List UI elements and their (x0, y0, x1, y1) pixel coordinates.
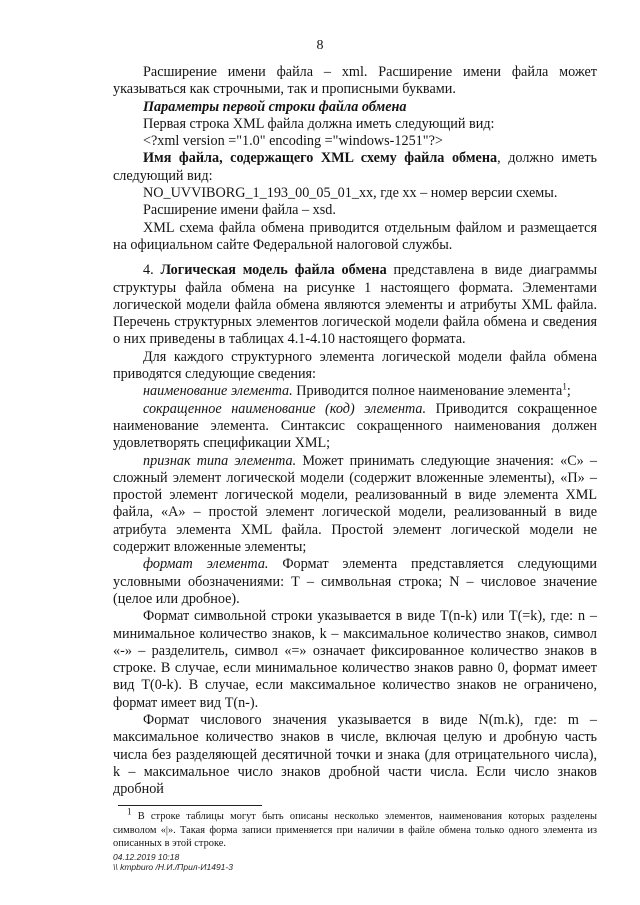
logical-model-bold: Логическая модель файла обмена (160, 262, 387, 279)
item-number: 4. (143, 262, 161, 279)
stamp-path: \\ kmpburo /Н.И./Прил-И1491-3 (113, 862, 233, 872)
footnote (113, 806, 597, 851)
element-format-desc: Формат элемента представляется следующими условными обозначениями: Т – символьная строка; N – числовое значение (целое или дробное). (113, 556, 597, 607)
element-name-term: наименование элемента. (143, 383, 293, 400)
paragraph-string-format: Формат символьной строки указывается в виде Т(n-k) или T(=k), где: n – минимальное количество знаков, k – максимальное количество знаков, символ «-» – разделитель, символ «=» означает фиксированное количество знаков в строке. В случае, если минимальное количество знаков равно 0, формат имеет вид Т(0-k). В случае, если максимальное количество знаков не ограничено, формат имеет вид Т(n-). (113, 608, 597, 711)
xml-declaration: <?xml version ="1.0" encoding ="windows-1251"?> (143, 133, 443, 150)
paragraph-element-name (113, 383, 597, 400)
page-number: 8 (316, 38, 324, 53)
footnote-text: В строке таблицы могут быть описаны несколько элементов, наименования которых разделены символом «|». Такая форма записи применяется при наличии в файле обмена только одного элемента из описанных в этой строке. (113, 811, 597, 850)
paragraph-element-type (113, 453, 597, 557)
paragraph-logical-model (113, 262, 597, 348)
footnote-ref: 1 (562, 381, 567, 392)
schema-name-rest: , должно иметь следующий вид: (113, 150, 597, 184)
paragraph-extension: Расширение имени файла – xml. Расширение имени файла может указываться как строчными, так и прописными буквами. (113, 64, 597, 98)
document-body (113, 64, 597, 798)
element-type-desc: Может принимать следующие значения: «С» – сложный элемент логической модели (содержит вложенные элементы), «П» – простой элемент логической модели, реализованный в виде элемента XML файла, «А» – простой элемент логической модели, реализованный в виде атрибута элемента XML файла. Простой элемент логической модели не содержит вложенные элементы; (113, 452, 597, 556)
paragraph-element-format (113, 556, 597, 608)
element-type-term: признак типа элемента. (143, 452, 297, 469)
paragraph-element-info: Для каждого структурного элемента логической модели файла обмена приводятся следующие сведения: (113, 348, 597, 383)
schema-name-bold: Имя файла, содержащего XML схему файла обмена (143, 150, 498, 167)
element-name-desc: Приводится полное наименование элемента (292, 383, 563, 400)
footnote-separator (118, 805, 262, 806)
paragraph-xsd-extension: Расширение имени файла – xsd. (143, 202, 336, 219)
footnote-marker: 1 (127, 806, 132, 817)
element-code-desc: Приводится сокращенное наименование элемента. Синтаксис сокращенного наименования должен удовлетворять спецификации XML; (113, 400, 598, 452)
paragraph-number-format: Формат числового значения указывается в виде N(m.k), где: m – максимальное количество знаков в числе, включая целую и дробную часть числа без разделяющей десятичной точки и знака (для отрицательного числа), k – максимальное число знаков дробной части числа. Если число знаков дробной (113, 711, 597, 798)
element-format-term: формат элемента. (143, 556, 269, 573)
paragraph-schema-name (113, 150, 597, 185)
print-stamp (113, 852, 233, 872)
stamp-date: 04.12.2019 10:18 (113, 852, 180, 862)
element-name-end: ; (566, 383, 571, 400)
paragraph-element-code (113, 401, 597, 453)
schema-file-name: NO_UVVIBORG_1_193_00_05_01_xx, где хх – номер версии схемы. (143, 185, 558, 202)
paragraph-first-line: Первая строка XML файла должна иметь следующий вид: (143, 115, 495, 132)
paragraph-schema-site: XML схема файла обмена приводится отдельным файлом и размещается на официальном сайте Федеральной налоговой службы. (113, 219, 597, 253)
section-heading: Параметры первой строки файла обмена (143, 98, 407, 115)
logical-model-rest: представлена в виде диаграммы структуры файла обмена на рисунке 1 настоящего формата. Элементами логической модели файла обмена являются элементы и атрибуты XML файла. Перечень структурных элементов логической модели файла обмена и сведения о них приведены в таблицах 4.1-4.10 настоящего формата. (113, 262, 598, 348)
element-code-term: сокращенное наименование (код) элемента. (143, 400, 427, 417)
